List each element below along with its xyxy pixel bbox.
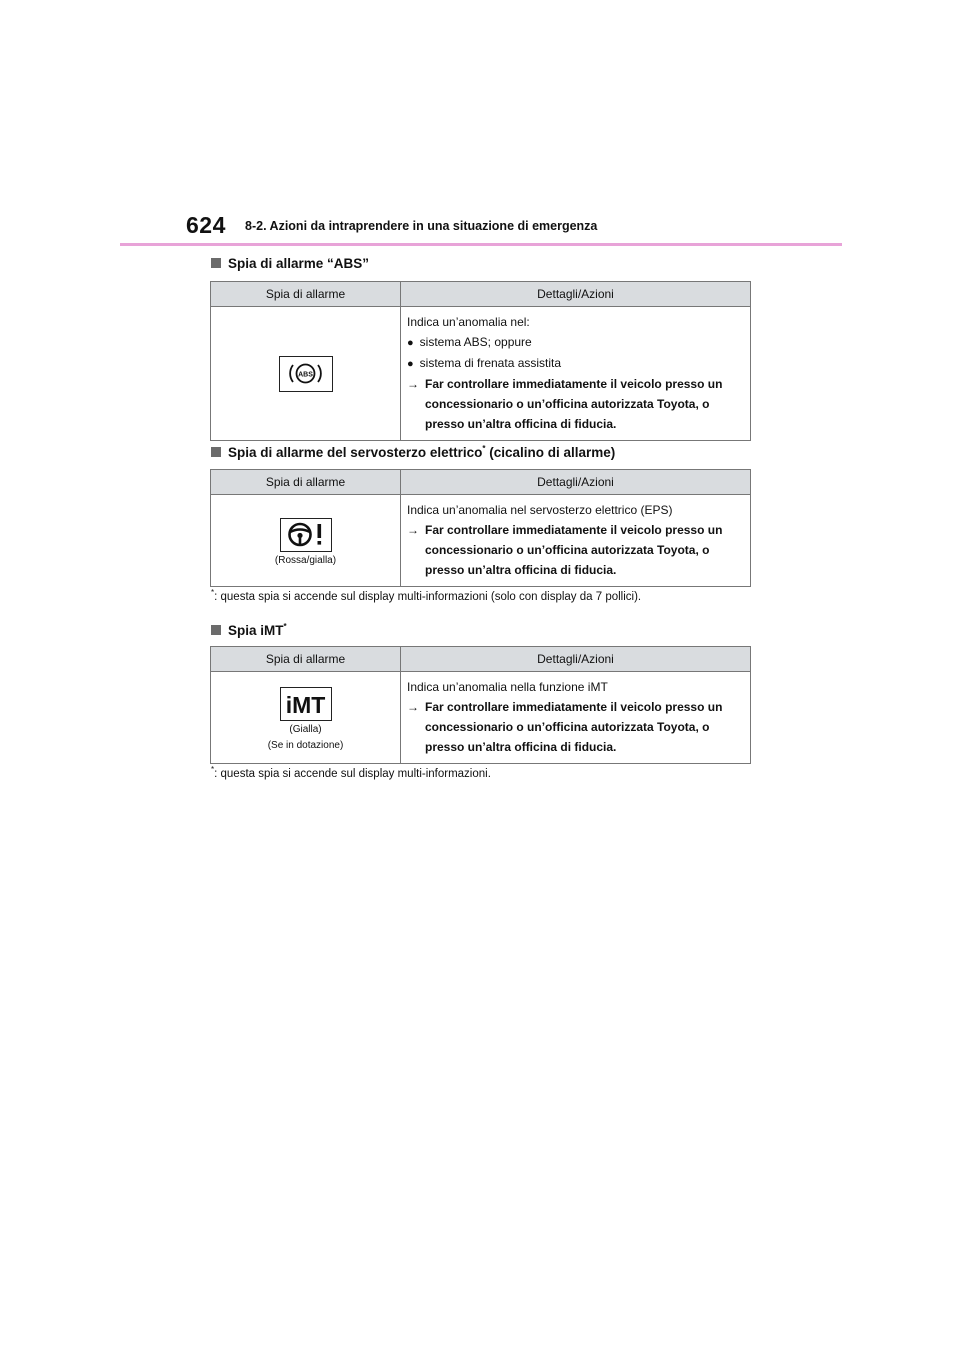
details-intro: Indica un’anomalia nella funzione iMT bbox=[407, 680, 608, 694]
section-heading-text: Spia di allarme del servosterzo elettrico bbox=[228, 445, 483, 460]
footnote bbox=[211, 588, 642, 603]
section-heading-imt bbox=[211, 623, 287, 639]
chapter-title: 8-2. Azioni da intraprendere in una situazione di emergenza bbox=[245, 219, 598, 233]
footnote bbox=[211, 765, 491, 780]
arrow-icon: → bbox=[407, 700, 419, 714]
arrow-icon: → bbox=[407, 523, 419, 537]
details-action bbox=[407, 374, 744, 434]
imt-warning-icon bbox=[280, 687, 332, 721]
footnote-marker: * bbox=[283, 622, 287, 631]
details-action-text: Far controllare immediatamente il veicolo presso un concessionario o un’officina autorizzata Toyota, o presso un’altra officina di fiducia. bbox=[425, 523, 723, 577]
lamp-caption-availability: (Se in dotazione) bbox=[267, 739, 344, 751]
section-heading-text: Spia iMT bbox=[228, 623, 284, 638]
column-header-details: Dettagli/Azioni bbox=[401, 647, 751, 672]
imt-icon-text: iMT bbox=[285, 691, 325, 718]
header-rule bbox=[120, 243, 842, 246]
column-header-lamp: Spia di allarme bbox=[211, 470, 401, 495]
details-intro: Indica un’anomalia nel servosterzo elettrico (EPS) bbox=[407, 503, 673, 517]
details-action-text: Far controllare immediatamente il veicolo presso un concessionario o un’officina autorizzata Toyota, o presso un’altra officina di fiducia. bbox=[425, 377, 723, 431]
lamp-caption: (Rossa/gialla) bbox=[274, 554, 337, 566]
details-cell bbox=[401, 307, 751, 441]
footnote-marker: * bbox=[211, 588, 215, 597]
column-header-details: Dettagli/Azioni bbox=[401, 470, 751, 495]
details-action-text: Far controllare immediatamente il veicolo presso un concessionario o un’officina autorizzata Toyota, o presso un’altra officina di fiducia. bbox=[425, 700, 723, 754]
details-cell bbox=[401, 672, 751, 764]
column-header-details: Dettagli/Azioni bbox=[401, 282, 751, 307]
section-heading-text: Spia di allarme “ABS” bbox=[228, 256, 370, 271]
details-cell bbox=[401, 495, 751, 587]
details-bullet: ● sistema ABS; oppure bbox=[407, 332, 744, 353]
abs-warning-icon bbox=[279, 356, 333, 392]
section-heading-eps bbox=[211, 445, 615, 461]
lamp-cell bbox=[211, 307, 401, 441]
steering-warning-icon bbox=[280, 518, 332, 552]
column-header-lamp: Spia di allarme bbox=[211, 647, 401, 672]
lamp-caption: (Gialla) bbox=[289, 723, 322, 735]
page-number: 624 bbox=[186, 212, 226, 238]
lamp-cell bbox=[211, 672, 401, 764]
section-square-icon bbox=[211, 625, 221, 635]
footnote-text: : questa spia si accende sul display multi-informazioni. bbox=[214, 768, 491, 780]
details-bullet: ● sistema di frenata assistita bbox=[407, 353, 744, 374]
arrow-icon: → bbox=[407, 377, 419, 391]
details-action bbox=[407, 697, 744, 757]
section-square-icon bbox=[211, 258, 221, 268]
details-intro: Indica un’anomalia nel: bbox=[407, 315, 530, 329]
warning-table-abs bbox=[210, 281, 751, 441]
warning-table-eps bbox=[210, 469, 751, 587]
lamp-cell bbox=[211, 495, 401, 587]
footnote-marker: * bbox=[211, 765, 215, 774]
footnote-marker: * bbox=[482, 444, 486, 453]
footnote-text: : questa spia si accende sul display multi-informazioni (solo con display da 7 pollici). bbox=[214, 591, 642, 603]
abs-icon-text: ABS bbox=[297, 371, 313, 378]
section-heading-text-after: (cicalino di allarme) bbox=[485, 445, 616, 460]
column-header-lamp: Spia di allarme bbox=[211, 282, 401, 307]
warning-table-imt bbox=[210, 646, 751, 764]
details-action bbox=[407, 520, 744, 580]
section-heading-abs bbox=[211, 256, 369, 272]
section-square-icon bbox=[211, 447, 221, 457]
